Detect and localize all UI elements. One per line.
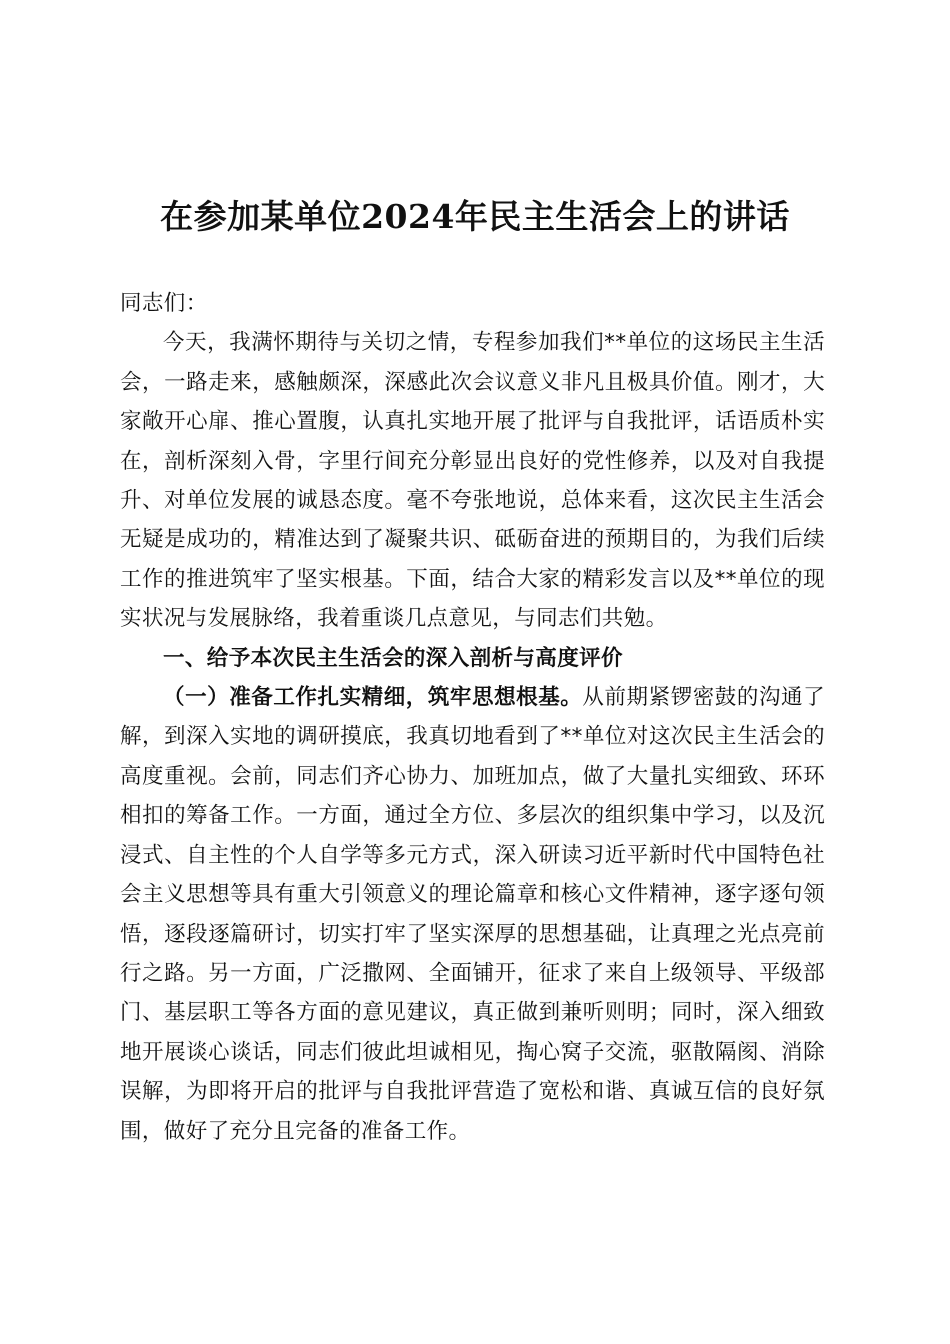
section-heading: 一、给予本次民主生活会的深入剖析与高度评价 <box>163 645 623 671</box>
document-body <box>120 284 825 1151</box>
document-title: 在参加某单位2024年民主生活会上的讲话 <box>160 197 790 236</box>
subsection-body: 从前期紧锣密鼓的沟通了解，到深入实地的调研摸底，我真切地看到了**单位对这次民主生活会的高度重视。会前，同志们齐心协力、加班加点，做了大量扎实细致、环环相扣的筹备工作。一方面，通过全方位、多层次的组织集中学习，以及沉浸式、自主性的个人自学等多元方式，深入研读习近平新时代中国特色社会主义思想等具有重大引领意义的理论篇章和核心文件精神，逐字逐句领悟，逐段逐篇研讨，切实打牢了坚实深厚的思想基础，让真理之光点亮前行之路。另一方面，广泛撒网、全面铺开，征求了来自上级领导、平级部门、基层职工等各方面的意见建议，真正做到兼听则明；同时，深入细致地开展谈心谈话，同志们彼此坦诚相见，掏心窝子交流，驱散隔阂、消除误解，为即将开启的批评与自我批评营造了宽松和谐、真诚互信的良好氛围，做好了充分且完备的准备工作。 <box>120 685 825 1144</box>
subsection-paragraph <box>120 678 825 1151</box>
intro-paragraph: 今天，我满怀期待与关切之情，专程参加我们**单位的这场民主生活会，一路走来，感触颇深，深感此次会议意义非凡且极具价值。刚才，大家敞开心扉、推心置腹，认真扎实地开展了批评与自我批评，话语质朴实在，剖析深刻入骨，字里行间充分彰显出良好的党性修养，以及对自我提升、对单位发展的诚恳态度。毫不夸张地说，总体来看，这次民主生活会无疑是成功的，精准达到了凝聚共识、砥砺奋进的预期目的，为我们后续工作的推进筑牢了坚实根基。下面，结合大家的精彩发言以及**单位的现实状况与发展脉络，我着重谈几点意见，与同志们共勉。 <box>120 330 825 632</box>
salutation: 同志们： <box>120 291 208 316</box>
subsection-heading: （一）准备工作扎实精细，筑牢思想根基。 <box>163 685 583 711</box>
